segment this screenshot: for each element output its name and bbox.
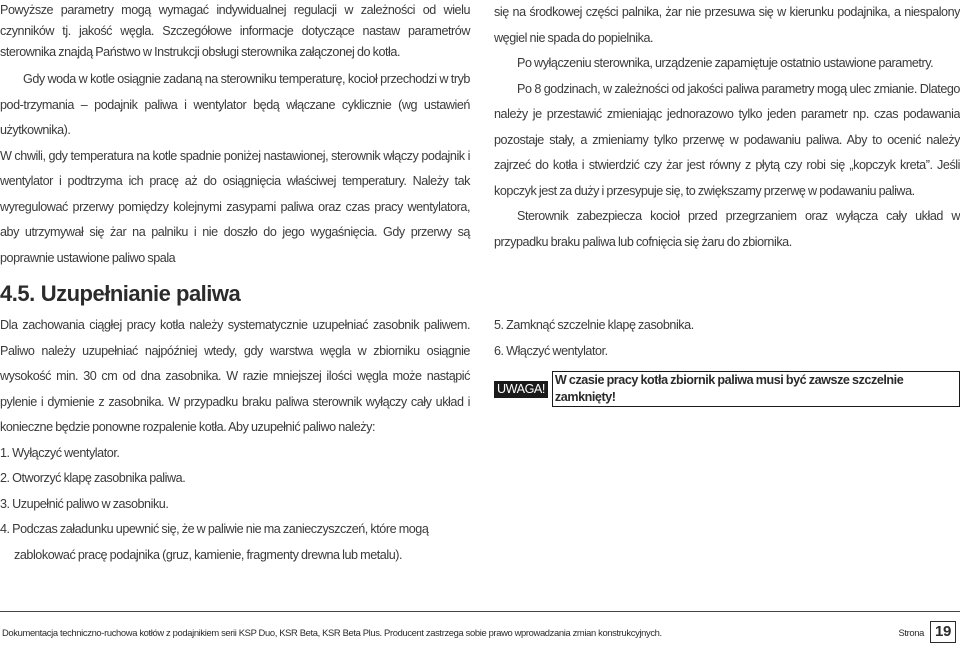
footer-document-text: Dokumentacja techniczno-ruchowa kotłów z podajnikiem serii KSP Duo, KSR Beta, KSR Beta Plus. Producent zastrzega sobie prawo wprowadzania zmian konstrukcyjnych. [2, 627, 662, 638]
page-indicator [898, 621, 956, 643]
page-number: 19 [930, 621, 956, 643]
section-heading [0, 281, 240, 307]
list-item: 3. Uzupełnić paliwo w zasobniku. [0, 496, 169, 511]
list-item: 4. Podczas załadunku upewnić się, że w paliwie nie ma zanieczyszczeń, które mogą zablokować pracę podajnika (gruz, kamienie, fragmenty drewna lub metalu). [0, 522, 429, 562]
paragraph-8-hours: Po 8 godzinach, w zależności od jakości paliwa parametry mogą ulec zmianie. Dlatego należy je przestawić zmieniając jednorazowo tylko jeden parametr np. czas podawania pozostaje stały, a zmieniamy tylko przerwę w podawaniu paliwa. Aby to ocenić należy zajrzeć do kotła i stwierdzić czy żar jest równy z płytą czy robi się „kopczyk kreta”. Jeśli kopczyk jest za duży i przesypuje się, to zwiększamy przerwę w podawaniu paliwa. [494, 81, 960, 198]
paragraph-regulation: W chwili, gdy temperatura na kotle spadnie poniżej nastawionej, sterownik włączy podajnik i wentylator i podtrzyma ich pracę aż do osiągnięcia właściwej temperatury. Należy tak wyregulować przerwy pomiędzy kolejnymi zasypami paliwa oraz czas pracy wentylatora, aby utrzymywał się żar na palniku i nie doszło do jego wygaśnięcia. Gdy przerwy są poprawnie ustawione paliwo spala [0, 148, 470, 265]
paragraph-parameters: Powyższe parametry mogą wymagać indywidualnej regulacji w zależności od wielu czynników tj. jakość węgla. Szczegółowe informacje dotyczące nastaw parametrów sterownika znajdą Państwo w Instrukcji obsługi sterownika załączonej do kotła. [0, 3, 470, 59]
section-body-left [0, 313, 470, 568]
footer-divider [0, 611, 960, 612]
list-item: 6. Włączyć wentylator. [494, 343, 608, 358]
section-title: Uzupełnianie paliwa [40, 281, 241, 306]
right-column-top [494, 0, 960, 255]
paragraph-protection: Sterownik zabezpiecza kocioł przed przegrzaniem oraz wyłącza cały układ w przypadku braku paliwa lub cofnięcia się żaru do zbiornika. [494, 209, 960, 249]
section-body-right [494, 313, 960, 407]
section-intro: Dla zachowania ciągłej pracy kotła należy systematycznie uzupełniać zasobnik paliwem. Paliwo należy uzupełniać najpóźniej wtedy, gdy warstwa węgla w zbiorniku osiągnie wysokość min. 30 cm od dna zasobnika. W razie mniejszej ilości węgla może nastąpić pylenie i dymienie z zasobnika. W przypadku braku paliwa sterownik wyłączy cały układ i konieczne będzie ponowne rozpalenie kotła. Aby uzupełnić paliwo należy: [0, 318, 470, 434]
paragraph-burning: się na środkowej części palnika, żar nie przesuwa się w kierunku podajnika, a niespalony węgiel nie spada do popielnika. [494, 5, 960, 45]
left-column-top [0, 0, 470, 271]
steps-list-left [0, 441, 470, 569]
steps-list-right [494, 313, 960, 364]
list-item: 1. Wyłączyć wentylator. [0, 445, 120, 460]
warning-text: W czasie pracy kotła zbiornik paliwa musi być zawsze szczelnie zamknięty! [552, 371, 960, 407]
list-item: 5. Zamknąć szczelnie klapę zasobnika. [494, 318, 694, 332]
paragraph-memory: Po wyłączeniu sterownika, urządzenie zapamiętuje ostatnio ustawione parametry. [517, 56, 934, 70]
warning-label: UWAGA! [494, 381, 548, 398]
section-number: 4.5. [0, 281, 35, 306]
list-item: 2. Otworzyć klapę zasobnika paliwa. [0, 471, 186, 485]
warning-note [494, 371, 960, 407]
page-label: Strona [898, 626, 924, 638]
paragraph-maintenance-mode: Gdy woda w kotle osiągnie zadaną na sterowniku temperaturę, kocioł przechodzi w tryb pod-trzymania – podajnik paliwa i wentylator będą włączane cyklicznie (wg ustawień użytkownika). [0, 72, 470, 137]
page-footer [0, 621, 960, 645]
